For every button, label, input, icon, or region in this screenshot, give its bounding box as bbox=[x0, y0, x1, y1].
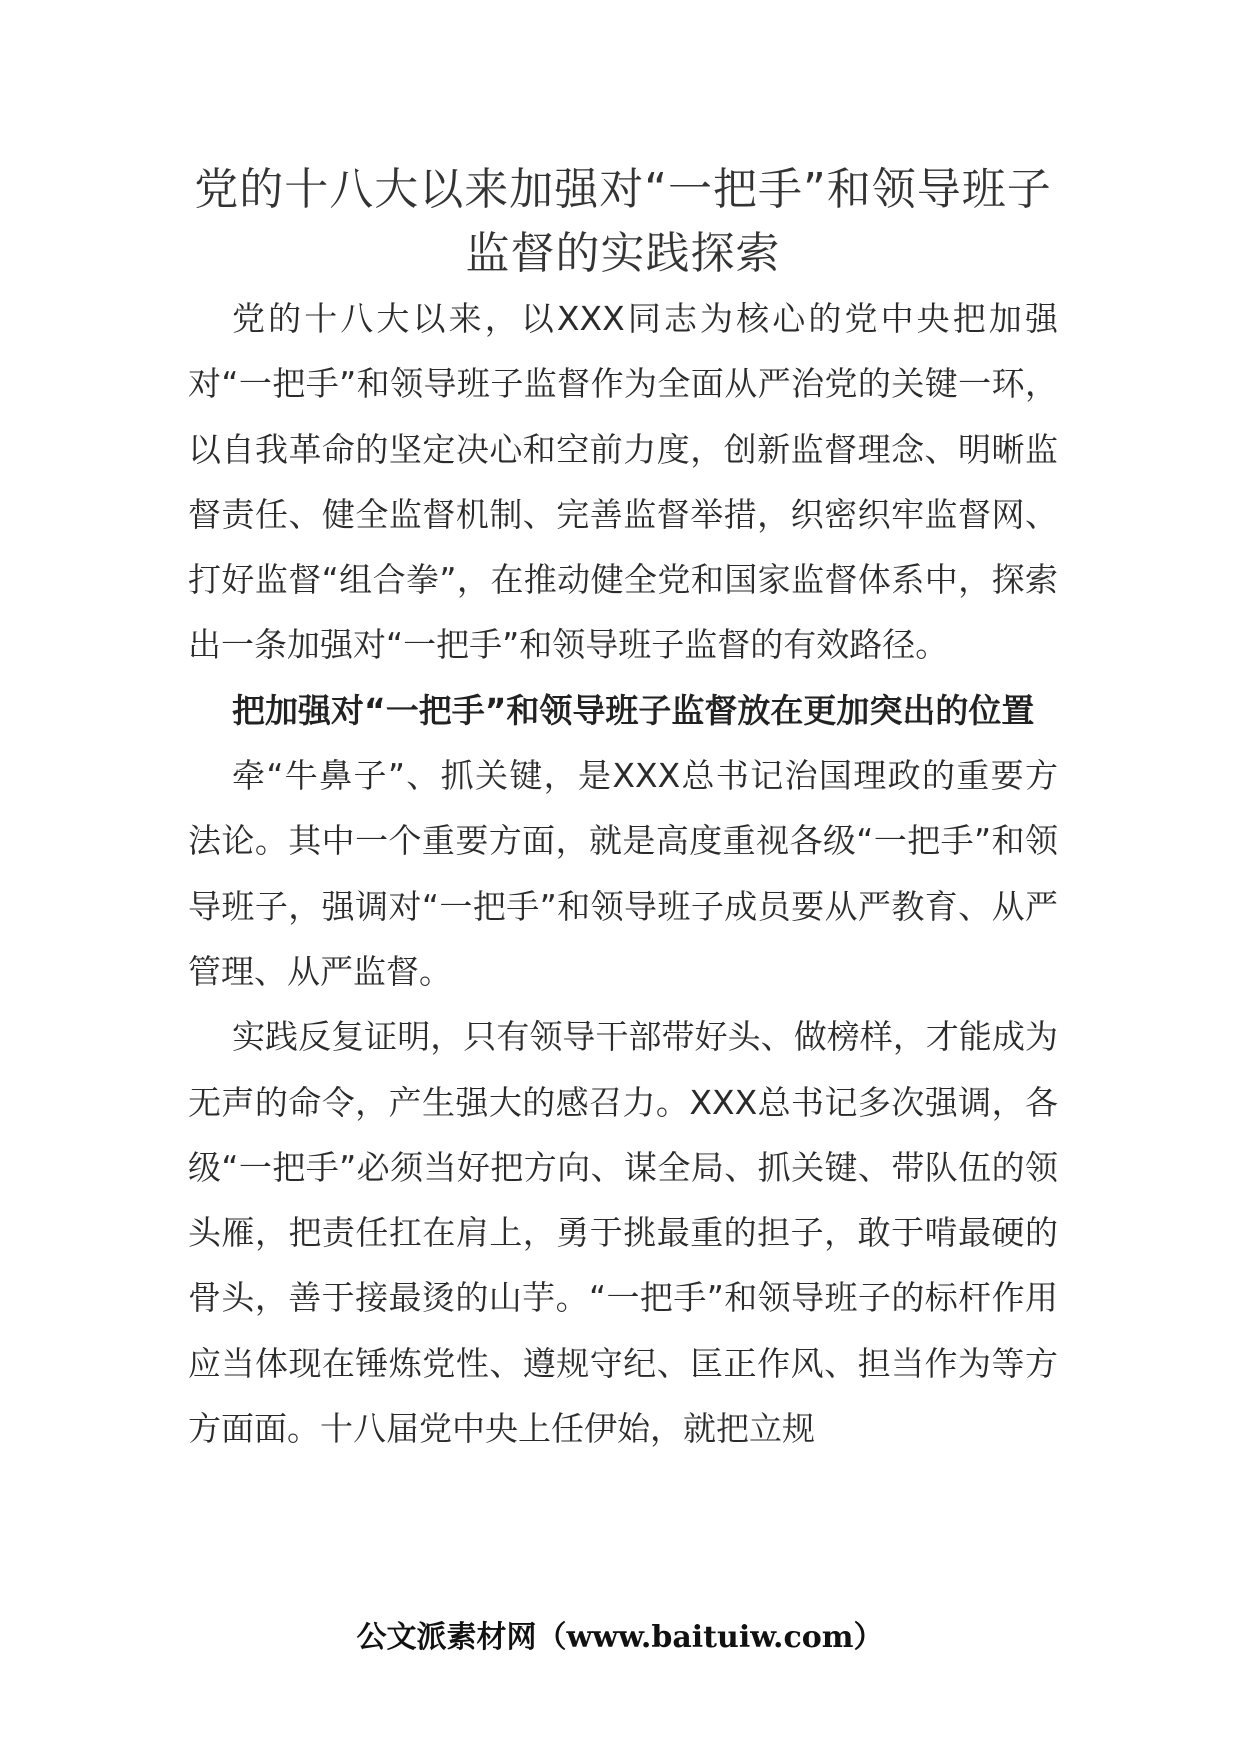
document-title: 党的十八大以来加强对“一把手”和领导班子监督的实践探索 bbox=[194, 164, 1052, 279]
section-paragraph-2: 实践反复证明，只有领导干部带好头、做榜样，才能成为无声的命令，产生强大的感召力。XXX总书记多次强调，各级“一把手”必须当好把方向、谋全局、抓关键、带队伍的领头雁，把责任扛在肩上，勇于挑最重的担子，敢于啃最硬的骨头，善于接最烫的山芋。“一把手”和领导班子的标杆作用应当体现在锤炼党性、遵规守纪、匡正作风、担当作为等方方面面。十八届党中央上任伊始，就把立规 bbox=[188, 1017, 1058, 1449]
section-heading: 把加强对“一把手”和领导班子监督放在更加突出的位置 bbox=[232, 690, 1035, 730]
footer-watermark: 公文派素材网（www.baituiw.com） bbox=[356, 1620, 884, 1655]
document-page bbox=[188, 158, 1058, 1461]
intro-paragraph: 党的十八大以来，以XXX同志为核心的党中央把加强对“一把手”和领导班子监督作为全面从严治党的关键一环，以自我革命的坚定决心和空前力度，创新监督理念、明晰监督责任、健全监督机制、完善监督举措，织密织牢监督网、打好监督“组合拳”，在推动健全党和国家监督体系中，探索出一条加强对“一把手”和领导班子监督的有效路径。 bbox=[188, 299, 1058, 665]
section-paragraph-1: 牵“牛鼻子”、抓关键，是XXX总书记治国理政的重要方法论。其中一个重要方面，就是高度重视各级“一把手”和领导班子，强调对“一把手”和领导班子成员要从严教育、从严管理、从严监督。 bbox=[188, 756, 1058, 991]
